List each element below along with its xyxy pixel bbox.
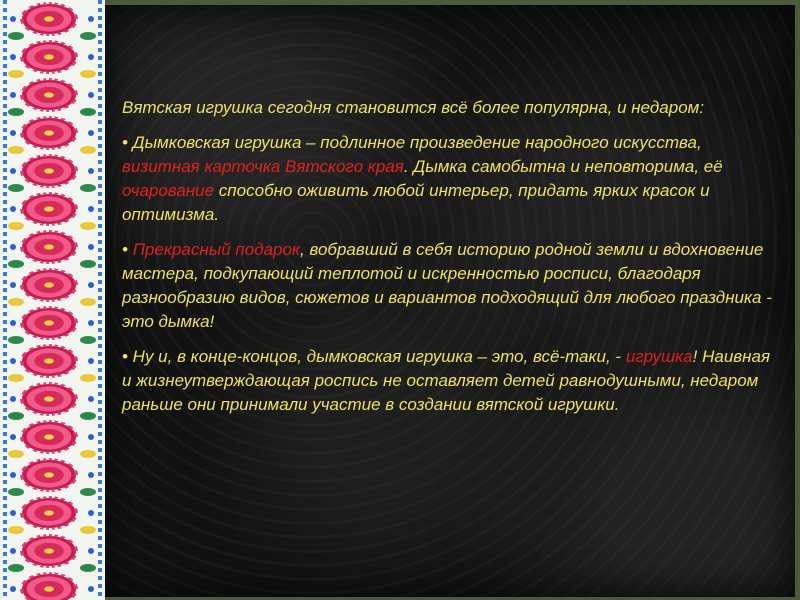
dot-icon bbox=[88, 168, 94, 174]
leaf-icon bbox=[8, 336, 24, 344]
folk-ornament-border bbox=[0, 0, 105, 600]
folk-flower-icon bbox=[22, 308, 76, 338]
dot-icon bbox=[10, 206, 16, 212]
leaf-icon bbox=[80, 374, 96, 382]
leaf-icon bbox=[8, 450, 24, 458]
leaf-icon bbox=[8, 70, 24, 78]
dot-icon bbox=[10, 92, 16, 98]
leaf-icon bbox=[8, 222, 24, 230]
leaf-icon bbox=[80, 70, 96, 78]
leaf-icon bbox=[80, 260, 96, 268]
dot-icon bbox=[88, 510, 94, 516]
dot-icon bbox=[88, 54, 94, 60]
paragraph-dymkovo bbox=[122, 131, 784, 227]
leaf-icon bbox=[80, 526, 96, 534]
folk-flower-icon bbox=[22, 42, 76, 72]
leaf-icon bbox=[8, 526, 24, 534]
text-run: • bbox=[122, 240, 133, 259]
dot-icon bbox=[10, 282, 16, 288]
folk-flower-icon bbox=[22, 422, 76, 452]
leaf-icon bbox=[80, 450, 96, 458]
dot-icon bbox=[10, 472, 16, 478]
dot-icon bbox=[10, 396, 16, 402]
dot-icon bbox=[10, 168, 16, 174]
leaf-icon bbox=[80, 412, 96, 420]
dot-icon bbox=[88, 92, 94, 98]
folk-flower-icon bbox=[22, 498, 76, 528]
leaf-icon bbox=[8, 108, 24, 116]
folk-flower-icon bbox=[22, 118, 76, 148]
leaf-icon bbox=[8, 374, 24, 382]
dot-icon bbox=[10, 54, 16, 60]
leaf-icon bbox=[80, 32, 96, 40]
text-block bbox=[122, 96, 784, 428]
folk-flower-icon bbox=[22, 574, 76, 600]
leaf-icon bbox=[8, 260, 24, 268]
folk-flower-icon bbox=[22, 4, 76, 34]
dot-icon bbox=[88, 130, 94, 136]
folk-flower-icon bbox=[22, 536, 76, 566]
dot-icon bbox=[10, 586, 16, 592]
leaf-icon bbox=[8, 32, 24, 40]
leaf-icon bbox=[80, 298, 96, 306]
highlight-business-card: визитная карточка Вятского края bbox=[122, 157, 404, 176]
dot-icon bbox=[10, 434, 16, 440]
dot-icon bbox=[88, 206, 94, 212]
leaf-icon bbox=[80, 108, 96, 116]
dot-icon bbox=[10, 244, 16, 250]
leaf-icon bbox=[80, 146, 96, 154]
leaf-icon bbox=[8, 488, 24, 496]
dot-icon bbox=[88, 358, 94, 364]
dot-icon bbox=[88, 586, 94, 592]
leaf-icon bbox=[8, 412, 24, 420]
leaf-icon bbox=[80, 488, 96, 496]
leaf-icon bbox=[8, 146, 24, 154]
leaf-icon bbox=[80, 336, 96, 344]
leaf-icon bbox=[80, 564, 96, 572]
paragraph-toy bbox=[122, 345, 784, 417]
folk-flower-icon bbox=[22, 194, 76, 224]
text-run: способно оживить любой интерьер, придать ярких красок и оптимизма. bbox=[122, 181, 710, 224]
dot-icon bbox=[10, 16, 16, 22]
leaf-icon bbox=[80, 222, 96, 230]
dot-icon bbox=[88, 472, 94, 478]
dot-icon bbox=[88, 434, 94, 440]
paragraph-gift bbox=[122, 238, 784, 334]
leaf-icon bbox=[8, 564, 24, 572]
text-run: . Дымка самобытна и неповторима, её bbox=[403, 157, 723, 176]
dot-icon bbox=[10, 510, 16, 516]
dot-icon bbox=[88, 548, 94, 554]
leaf-icon bbox=[80, 184, 96, 192]
text-run: ! Наивная и жизнеутверждающая роспись не оставляет детей равнодушными, недаром раньше они принимали участие в создании вятской игрушки. bbox=[122, 347, 771, 414]
highlight-gift: Прекрасный подарок bbox=[132, 240, 300, 259]
highlight-toy: игрушка bbox=[625, 347, 693, 366]
folk-flower-icon bbox=[22, 384, 76, 414]
dot-icon bbox=[88, 282, 94, 288]
dot-icon bbox=[88, 16, 94, 22]
folk-flower-icon bbox=[22, 232, 76, 262]
text-run: • Ну и, в конце-концов, дымковская игрушка – это, всё-таки, - bbox=[122, 347, 626, 366]
dot-icon bbox=[88, 396, 94, 402]
folk-flower-icon bbox=[22, 460, 76, 490]
dot-icon bbox=[88, 244, 94, 250]
folk-flower-icon bbox=[22, 346, 76, 376]
intro-text: Вятская игрушка сегодня становится всё более популярна, и недаром: bbox=[122, 98, 705, 117]
dot-icon bbox=[10, 548, 16, 554]
folk-flower-icon bbox=[22, 156, 76, 186]
highlight-charm: очарование bbox=[122, 181, 215, 200]
folk-flower-icon bbox=[22, 270, 76, 300]
text-run: • Дымковская игрушка – подлинное произведение народного искусства, bbox=[122, 133, 702, 152]
dot-icon bbox=[10, 130, 16, 136]
dot-icon bbox=[10, 358, 16, 364]
folk-flower-icon bbox=[22, 80, 76, 110]
leaf-icon bbox=[8, 298, 24, 306]
text-run: , вобравший в себя историю родной земли и вдохновение мастера, подкупающий теплотой и искренностью росписи, благодаря разнообразию видов, сюжетов и вариантов подходящий для любого праздника - это дымка! bbox=[122, 240, 772, 331]
dot-icon bbox=[88, 320, 94, 326]
dot-icon bbox=[10, 320, 16, 326]
leaf-icon bbox=[8, 184, 24, 192]
